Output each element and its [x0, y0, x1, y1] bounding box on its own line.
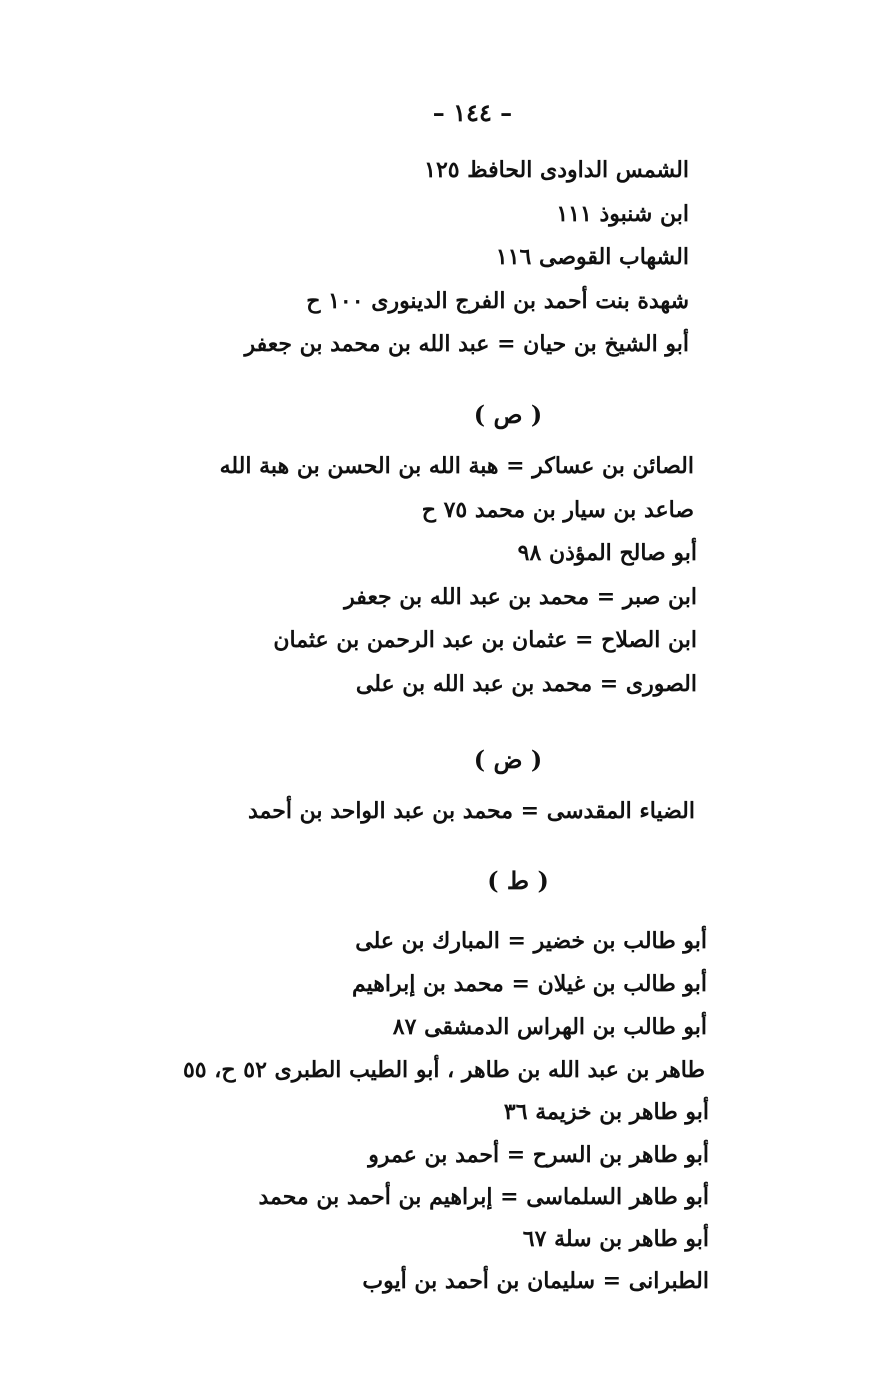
index-entry: أبو طاهر السلماسى = إبراهيم بن أحمد بن محمد: [258, 1184, 709, 1210]
section-heading-dad: ( ض ): [473, 745, 543, 774]
section-heading-ta: ( ط ): [487, 866, 549, 895]
index-entry: أبو طالب بن خضير = المبارك بن على: [355, 928, 707, 954]
index-entry: الصائن بن عساكر = هبة الله بن الحسن بن هبة الله: [219, 453, 694, 479]
index-entry: صاعد بن سيار بن محمد ٧٥ ح: [421, 497, 694, 523]
index-entry: طاهر بن عبد الله بن طاهر ، أبو الطيب الطبرى ٥٢ ح، ٥٥: [182, 1057, 705, 1083]
index-entry: أبو طاهر بن السرح = أحمد بن عمرو: [368, 1142, 709, 1168]
page-number: – ١٤٤ –: [432, 98, 513, 127]
index-entry: شهدة بنت أحمد بن الفرج الدينورى ١٠٠ ح: [306, 288, 689, 314]
index-entry: أبو الشيخ بن حيان = عبد الله بن محمد بن جعفر: [244, 331, 689, 357]
index-entry: ابن شنبوذ ١١١: [556, 201, 689, 227]
index-entry: أبو طالب بن الهراس الدمشقى ٨٧: [392, 1014, 707, 1040]
index-entry: أبو طاهر بن خزيمة ٣٦: [503, 1099, 709, 1125]
index-entry: الشمس الداودى الحافظ ١٢٥: [424, 157, 689, 183]
index-entry: الصورى = محمد بن عبد الله بن على: [355, 671, 697, 697]
index-entry: أبو صالح المؤذن ٩٨: [517, 540, 697, 566]
index-entry: أبو طالب بن غيلان = محمد بن إبراهيم: [352, 971, 707, 997]
index-entry: الضياء المقدسى = محمد بن عبد الواحد بن أحمد: [248, 798, 695, 824]
index-entry: الشهاب القوصى ١١٦: [495, 244, 689, 270]
section-heading-sad: ( ص ): [473, 400, 543, 429]
index-entry: ابن صبر = محمد بن عبد الله بن جعفر: [344, 584, 697, 610]
index-entry: ابن الصلاح = عثمان بن عبد الرحمن بن عثمان: [273, 627, 697, 653]
index-entry: أبو طاهر بن سلة ٦٧: [522, 1226, 709, 1252]
index-entry: الطبرانى = سليمان بن أحمد بن أيوب: [362, 1268, 709, 1294]
